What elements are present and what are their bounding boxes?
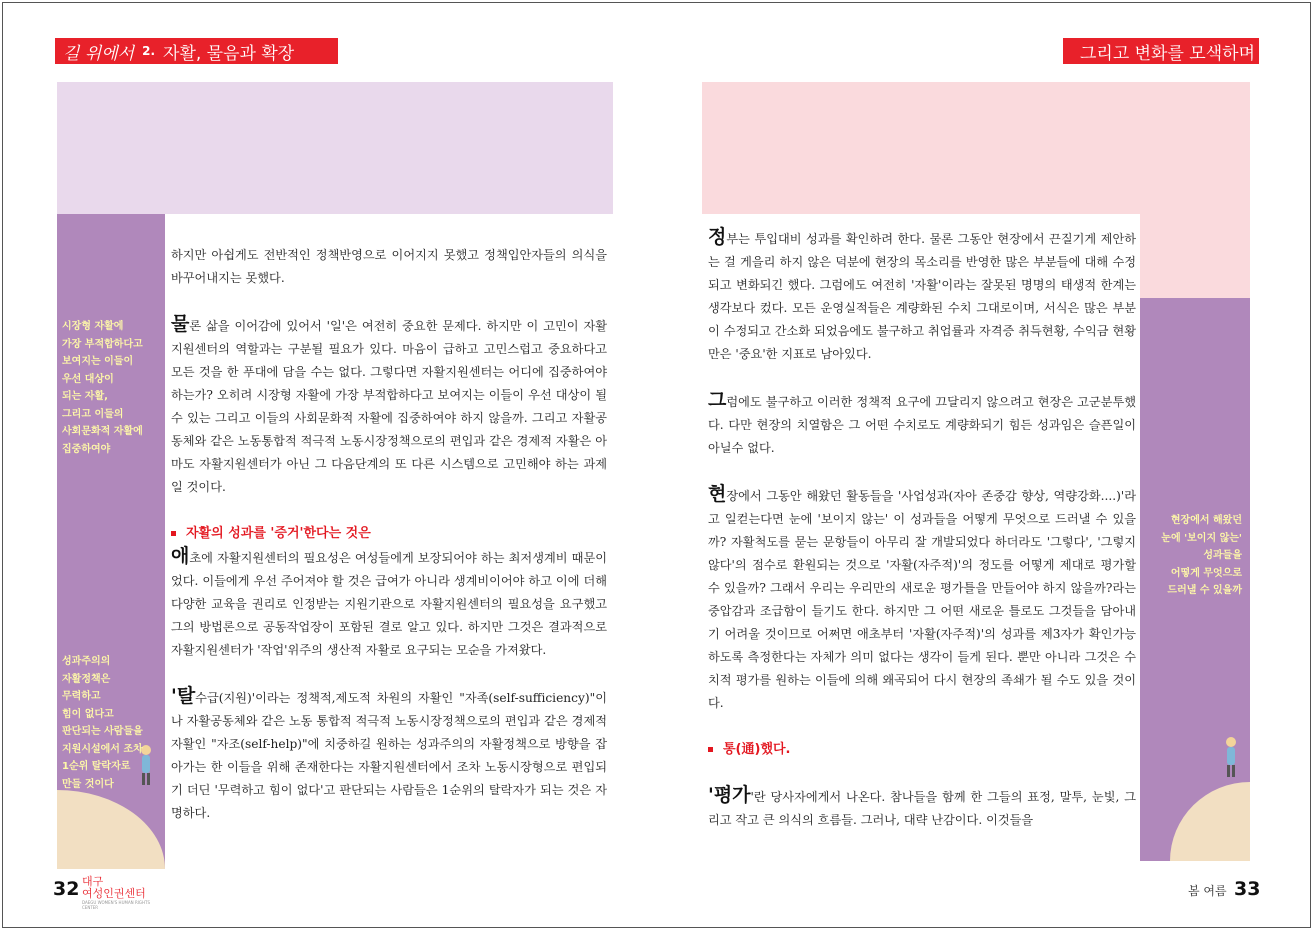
subheading [171,522,607,545]
pull-quote-line: 지원시설에서 조차 [62,743,143,755]
left-top-color-block [57,82,613,214]
paragraph [171,685,607,825]
logo-subtitle: DAEGU WOMEN'S HUMAN RIGHTS CENTER [82,900,150,910]
right-section-header [1063,38,1259,64]
paragraph [171,313,607,499]
logo-line: 대구 [82,875,104,888]
drop-initial: 정 [708,226,727,248]
subheading [708,738,1136,761]
pull-quote-line: 시장형 자활에 [62,321,124,332]
pull-quote-line: 드러낼 수 있을까 [1167,585,1242,596]
header-brand: 길 위에서 [63,43,135,64]
pull-quote-line: 집중하여야 [62,443,111,455]
paragraph-text: '란 당사자에게서 나온다. 참나들을 함께 한 그들의 표정, 말투, 눈빛, 그리고 작고 큰 의식의 흐름들. 그러나, 대략 난감이다. 이것들을 [708,790,1136,827]
left-pull-quote-1 [62,318,143,458]
paragraph: 하지만 아쉽게도 전반적인 정책반영으로 이어지지 못했고 정책입안자들의 의식을 바꾸어내지는 못했다. [171,248,607,285]
paragraph-text: 초에 자활지원센터의 필요성은 여성들에게 보장되어야 하는 최저생계비 때문이었다. 이들에게 우선 주어져야 할 것은 급여가 아니라 생계비이어야 하고 이에 더해 다양한 교육을 권리로 인정받는 지원기관으로 자활지원센터의 필요성을 요구했고 그의 방법론으로 공동작업장이 포함된 결로 알고 있다. 하지만 그것은 결과적으로 자활지원센터가 '작업'위주의 생산적 자활로 요구되는 모순을 가져왔다. [171,551,607,657]
paragraph [708,483,1136,715]
right-figure-illustration [1221,737,1241,779]
logo-line: 여성인권센터 [82,887,146,900]
header-left-title: 자활, 물음과 확장 [163,43,295,64]
drop-initial: '탈 [171,685,196,707]
pull-quote-line: 판단되는 사람들을 [62,726,143,737]
drop-initial: '평가 [708,784,751,806]
right-pull-quote [1161,512,1242,600]
paragraph-text: 장에서 그동안 해왔던 활동들을 '사업성과(자아 존중감 향상, 역량강화....)'라고 일컫는다면 눈에 '보이지 않는' 이 성과들을 어떻게 무엇으로 드러낼 수 있을까? 자활척도를 묻는 문항들이 아무리 잘 개발되었다 하더라도 '그렇다', '그렇지 않다'의 점수로 환원되는 것으로 '자활(자주적)'의 정도를 어떻게 제대로 평가할 수 있을까? 그래서 우리는 우리만의 새로운 평가틀을 만들어야 하지 않을까?라는 중압감과 조급함이 들기도 한다. 하지만 그 어떤 새로운 틀로도 그것들을 담아내기 어려울 것이므로 어쩌면 애초부터 '자활(자주적)'의 성과를 제3자가 확인가능 하도록 측정한다는 자체가 의미 없다는 생각이 들게 된다. 뿐만 아니라 그것은 수치적 평가를 원하는 이들에 의해 왜곡되어 다시 현장의 족쇄가 될 수도 있을 것이다. [708,489,1136,710]
drop-initial: 그 [708,389,727,411]
right-top-color-block-extension [1140,214,1250,298]
bullet-square-icon [708,747,713,752]
pull-quote-line: 우선 대상이 [62,373,114,385]
subheading-text: 자활의 성과를 '증거'한다는 것은 [186,526,371,541]
drop-initial: 애 [171,545,190,567]
header-section-number: 2. [142,44,156,58]
left-page-body [171,244,607,825]
right-page-number: 33 [1234,878,1261,900]
pull-quote-line: 1순위 탈락자로 [62,761,131,772]
pull-quote-line: 가장 부적합하다고 [62,338,143,350]
pull-quote-line: 되는 자활, [62,391,108,402]
pull-quote-line: 무력하고 [62,691,101,702]
issue-season: 봄 여름 [1188,884,1227,898]
paragraph [708,784,1136,832]
paragraph [708,389,1136,460]
left-section-header [55,38,338,64]
pull-quote-line: 어떻게 무엇으로 [1170,567,1242,579]
drop-initial: 현 [708,483,727,505]
paragraph-text: 부는 투입대비 성과를 확인하려 한다. 물론 그동안 현장에서 끈질기게 제안하는 걸 게을리 하지 않은 덕분에 현장의 목소리를 반영한 많은 부분들에 대해 수정되고 변화되긴 했다. 그럼에도 여전히 '자활'이라는 잘못된 명명의 태생적 한계는 생각보다 컸다. 모든 운영실적들은 계량화된 수치 그대로이며, 서식은 많은 부분이 수정되고 간소화 되었음에도 불구하고 취업률과 자격증 취득현황, 수익금 현황만은 '중요'한 지표로 남아있다. [708,232,1136,361]
right-top-color-block [702,82,1250,214]
header-right-title: 그리고 변화를 모색하며 [1079,43,1255,64]
drop-initial: 물 [171,313,190,335]
paragraph [708,226,1136,366]
paragraph-text: 론 삶을 이어감에 있어서 '일'은 여전히 중요한 문제다. 하지만 이 고민이 자활지원센터의 역할과는 구분될 필요가 있다. 마음이 급하고 고민스럽고 중요하다고 모든 것을 한 푸대에 담을 수는 없다. 그렇다면 자활지원센터는 어디에 집중하여야 하는가? 오히려 시장형 자활에 가장 부적합하다고 보여지는 이들이 우선 대상이 될 수 있는 그리고 이들의 사회문화적 자활에 집중하여야 하지 않을까. 그리고 자활공동체와 같은 노동통합적 적극적 노동시장정책으로의 편입과 같은 경제적 자활은 아마도 자활지원센터가 아닌 그 다음단계의 또 다른 시스템으로 고민해야 하는 과제 일 것이다. [171,319,607,494]
paragraph-text: 수급(지원)'이라는 정책적,제도적 차원의 자활인 "자족(self-sufficiency)"이나 자활공동체와 같은 노동 통합적 적극적 노동시장정책으로의 편입과 같은 경제적 자활인 "자조(self-help)"에 치중하길 원하는 성과주의의 자활정책으로 방향을 잡아가는 한 이들을 위해 존재한다는 자활지원센터에서 조차 노동시장형으로 편입되기 더딘 '무력하고 힘이 없다'고 판단되는 사람들은 1순위의 탈락자가 되는 것은 자명하다. [171,691,607,820]
pull-quote-line: 자활정책은 [62,673,111,685]
paragraph [171,545,607,662]
paragraph-text: 럼에도 불구하고 이러한 정책적 요구에 끄달리지 않으려고 현장은 고군분투했다. 다만 현장의 치열함은 그 어떤 수치로도 계량화되기 힘든 성과임은 슬픈일이 아닐수 없다. [708,395,1136,455]
bullet-square-icon [171,531,176,536]
pull-quote-line: 눈에 '보이지 않는' [1161,532,1242,544]
right-page-body [708,226,1136,832]
subheading-text: 통(通)했다. [723,742,791,757]
left-page-number: 32 [53,878,80,900]
pull-quote-line: 만들 것이다 [62,778,114,790]
pull-quote-line: 힘이 없다고 [62,708,114,720]
pull-quote-line: 성과주의의 [62,656,111,667]
pull-quote-line: 사회문화적 자활에 [62,426,143,437]
pull-quote-line: 그리고 이들의 [62,408,124,420]
organization-logo [82,875,156,910]
pull-quote-line: 보여지는 이들이 [62,356,134,367]
pull-quote-line: 현장에서 해왔던 [1170,515,1242,526]
left-pull-quote-2 [62,653,143,793]
pull-quote-line: 성과들을 [1203,550,1242,561]
